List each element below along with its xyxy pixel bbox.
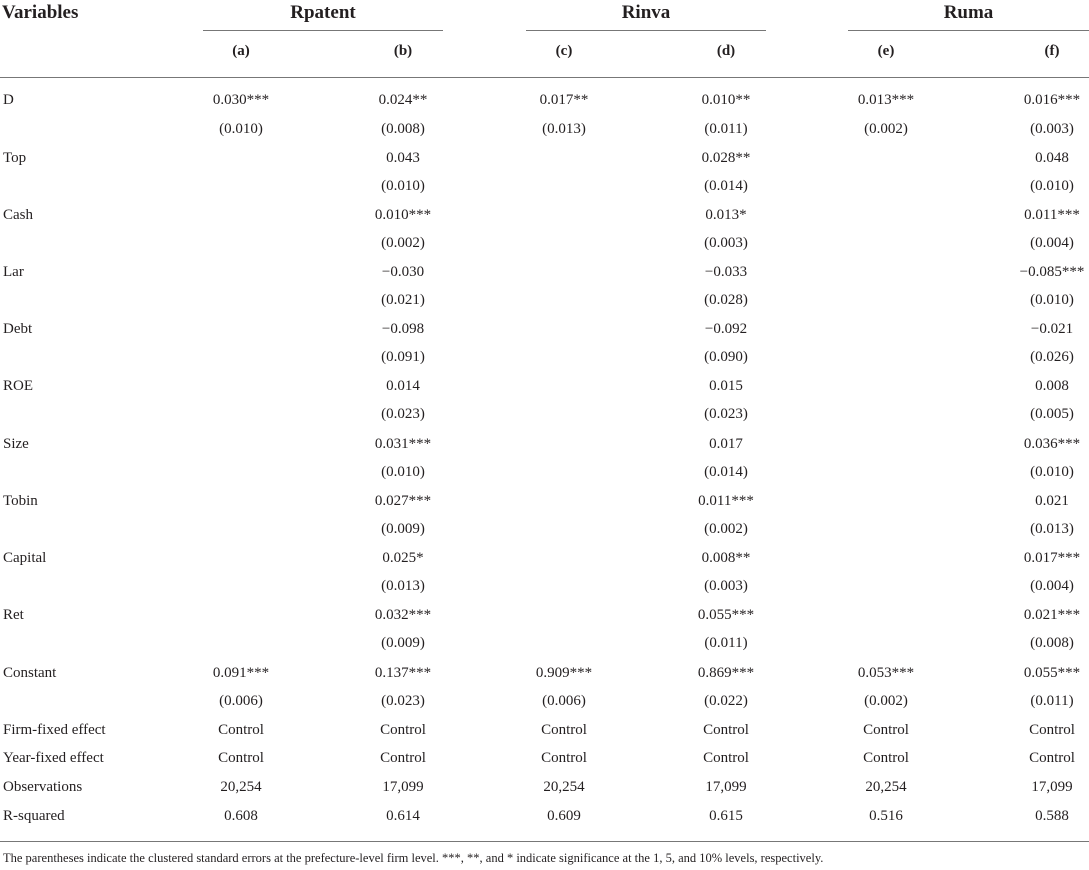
coefficient-cell: 0.516 (869, 808, 903, 824)
coefficient-cell: 0.031*** (374, 436, 432, 452)
coefficient-cell: Control (380, 750, 426, 766)
standard-error-cell: (0.021) (381, 292, 425, 308)
standard-error-cell: (0.002) (704, 521, 748, 537)
coefficient-cell: 20,254 (865, 779, 907, 795)
standard-error-cell: (0.010) (1030, 464, 1074, 480)
standard-error-cell: (0.006) (542, 693, 586, 709)
standard-error-cell: (0.002) (864, 121, 908, 137)
coefficient-cell: Control (703, 750, 749, 766)
group-underline (526, 30, 766, 31)
coefficient-cell: Control (863, 750, 909, 766)
coefficient-cell: 0.017 (709, 436, 743, 452)
coefficient-cell: 17,099 (705, 779, 747, 795)
header-rule (0, 77, 1089, 78)
standard-error-cell: (0.005) (1030, 406, 1074, 422)
standard-error-cell: (0.002) (864, 693, 908, 709)
row-label: ROE (3, 378, 33, 394)
standard-error-cell: (0.006) (219, 693, 263, 709)
variables-header: Variables (2, 2, 79, 23)
coefficient-cell: Control (1029, 722, 1075, 738)
standard-error-cell: (0.013) (1030, 521, 1074, 537)
standard-error-cell: (0.008) (1030, 635, 1074, 651)
coefficient-cell: Control (218, 722, 264, 738)
coefficient-cell: 0.030*** (212, 92, 270, 108)
column-header-b: (b) (393, 43, 413, 59)
standard-error-cell: (0.009) (381, 635, 425, 651)
standard-error-cell: (0.004) (1030, 235, 1074, 251)
column-header-f: (f) (1044, 43, 1060, 59)
standard-error-cell: (0.023) (704, 406, 748, 422)
standard-error-cell: (0.008) (381, 121, 425, 137)
standard-error-cell: (0.023) (381, 693, 425, 709)
bottom-rule (0, 841, 1089, 842)
standard-error-cell: (0.014) (704, 464, 748, 480)
coefficient-cell: 0.909*** (535, 665, 593, 681)
standard-error-cell: (0.014) (704, 178, 748, 194)
coefficient-cell: −0.030 (381, 264, 425, 280)
coefficient-cell: 0.048 (1035, 150, 1069, 166)
coefficient-cell: 0.025* (382, 550, 424, 566)
coefficient-cell: Control (541, 722, 587, 738)
coefficient-cell: 0.008 (1035, 378, 1069, 394)
group-underline (203, 30, 443, 31)
coefficient-cell: 0.021*** (1023, 607, 1081, 623)
column-header-c: (c) (555, 43, 573, 59)
row-label: Debt (3, 321, 33, 337)
coefficient-cell: −0.085*** (1019, 264, 1085, 280)
coefficient-cell: 0.091*** (212, 665, 270, 681)
coefficient-cell: 0.028** (701, 150, 751, 166)
row-label: Constant (3, 665, 57, 681)
standard-error-cell: (0.011) (1030, 693, 1074, 709)
standard-error-cell: (0.004) (1030, 578, 1074, 594)
coefficient-cell: 0.032*** (374, 607, 432, 623)
coefficient-cell: 0.053*** (857, 665, 915, 681)
coefficient-cell: 0.014 (386, 378, 420, 394)
coefficient-cell: 20,254 (543, 779, 585, 795)
coefficient-cell: 0.013* (705, 207, 747, 223)
coefficient-cell: −0.021 (1030, 321, 1074, 337)
coefficient-cell: 0.614 (386, 808, 420, 824)
standard-error-cell: (0.010) (381, 464, 425, 480)
coefficient-cell: −0.033 (704, 264, 748, 280)
row-label: Ret (3, 607, 24, 623)
column-header-a: (a) (232, 43, 250, 59)
coefficient-cell: Control (218, 750, 264, 766)
standard-error-cell: (0.003) (704, 235, 748, 251)
coefficient-cell: 0.043 (386, 150, 420, 166)
coefficient-cell: 0.011*** (698, 493, 754, 509)
row-label: Capital (3, 550, 47, 566)
coefficient-cell: 0.017** (539, 92, 589, 108)
coefficient-cell: 0.608 (224, 808, 258, 824)
coefficient-cell: 0.010*** (374, 207, 432, 223)
group-header-ruma: Ruma (943, 2, 994, 23)
coefficient-cell: 20,254 (220, 779, 262, 795)
standard-error-cell: (0.010) (381, 178, 425, 194)
coefficient-cell: 0.015 (709, 378, 743, 394)
coefficient-cell: 0.588 (1035, 808, 1069, 824)
standard-error-cell: (0.002) (381, 235, 425, 251)
coefficient-cell: 0.609 (547, 808, 581, 824)
standard-error-cell: (0.010) (1030, 292, 1074, 308)
standard-error-cell: (0.010) (219, 121, 263, 137)
row-label: Year-fixed effect (3, 750, 104, 766)
standard-error-cell: (0.023) (381, 406, 425, 422)
coefficient-cell: 17,099 (382, 779, 424, 795)
coefficient-cell: 0.036*** (1023, 436, 1081, 452)
standard-error-cell: (0.022) (704, 693, 748, 709)
row-label: Firm-fixed effect (3, 722, 106, 738)
group-header-rinva: Rinva (621, 2, 671, 23)
row-label: Tobin (3, 493, 38, 509)
group-header-rpatent: Rpatent (290, 2, 356, 23)
coefficient-cell: 0.017*** (1023, 550, 1081, 566)
standard-error-cell: (0.013) (381, 578, 425, 594)
standard-error-cell: (0.003) (1030, 121, 1074, 137)
coefficient-cell: 0.010** (701, 92, 751, 108)
group-underline (848, 30, 1089, 31)
coefficient-cell: 0.013*** (857, 92, 915, 108)
coefficient-cell: 0.615 (709, 808, 743, 824)
row-label: Cash (3, 207, 33, 223)
column-header-e: (e) (877, 43, 895, 59)
coefficient-cell: 0.055*** (1023, 665, 1081, 681)
standard-error-cell: (0.091) (381, 349, 425, 365)
coefficient-cell: 0.055*** (697, 607, 755, 623)
coefficient-cell: 0.008** (701, 550, 751, 566)
coefficient-cell: Control (703, 722, 749, 738)
coefficient-cell: Control (541, 750, 587, 766)
coefficient-cell: 0.024** (378, 92, 428, 108)
coefficient-cell: 0.011*** (1024, 207, 1080, 223)
coefficient-cell: −0.092 (704, 321, 748, 337)
coefficient-cell: Control (1029, 750, 1075, 766)
standard-error-cell: (0.010) (1030, 178, 1074, 194)
column-header-d: (d) (716, 43, 736, 59)
coefficient-cell: 17,099 (1031, 779, 1073, 795)
coefficient-cell: 0.016*** (1023, 92, 1081, 108)
table-footnote: The parentheses indicate the clustered standard errors at the prefecture-level firm level. ***, **, and * indicate significance at the 1, 5, and 10% levels, respectively. (3, 851, 824, 865)
standard-error-cell: (0.011) (704, 121, 748, 137)
row-label: Lar (3, 264, 24, 280)
coefficient-cell: Control (863, 722, 909, 738)
standard-error-cell: (0.011) (704, 635, 748, 651)
standard-error-cell: (0.026) (1030, 349, 1074, 365)
standard-error-cell: (0.009) (381, 521, 425, 537)
coefficient-cell: 0.137*** (374, 665, 432, 681)
standard-error-cell: (0.028) (704, 292, 748, 308)
coefficient-cell: 0.027*** (374, 493, 432, 509)
standard-error-cell: (0.090) (704, 349, 748, 365)
row-label: Observations (3, 779, 83, 795)
row-label: D (3, 92, 14, 108)
row-label: Size (3, 436, 29, 452)
coefficient-cell: 0.021 (1035, 493, 1069, 509)
standard-error-cell: (0.013) (542, 121, 586, 137)
row-label: R-squared (3, 808, 65, 824)
coefficient-cell: −0.098 (381, 321, 425, 337)
coefficient-cell: Control (380, 722, 426, 738)
row-label: Top (3, 150, 27, 166)
standard-error-cell: (0.003) (704, 578, 748, 594)
coefficient-cell: 0.869*** (697, 665, 755, 681)
